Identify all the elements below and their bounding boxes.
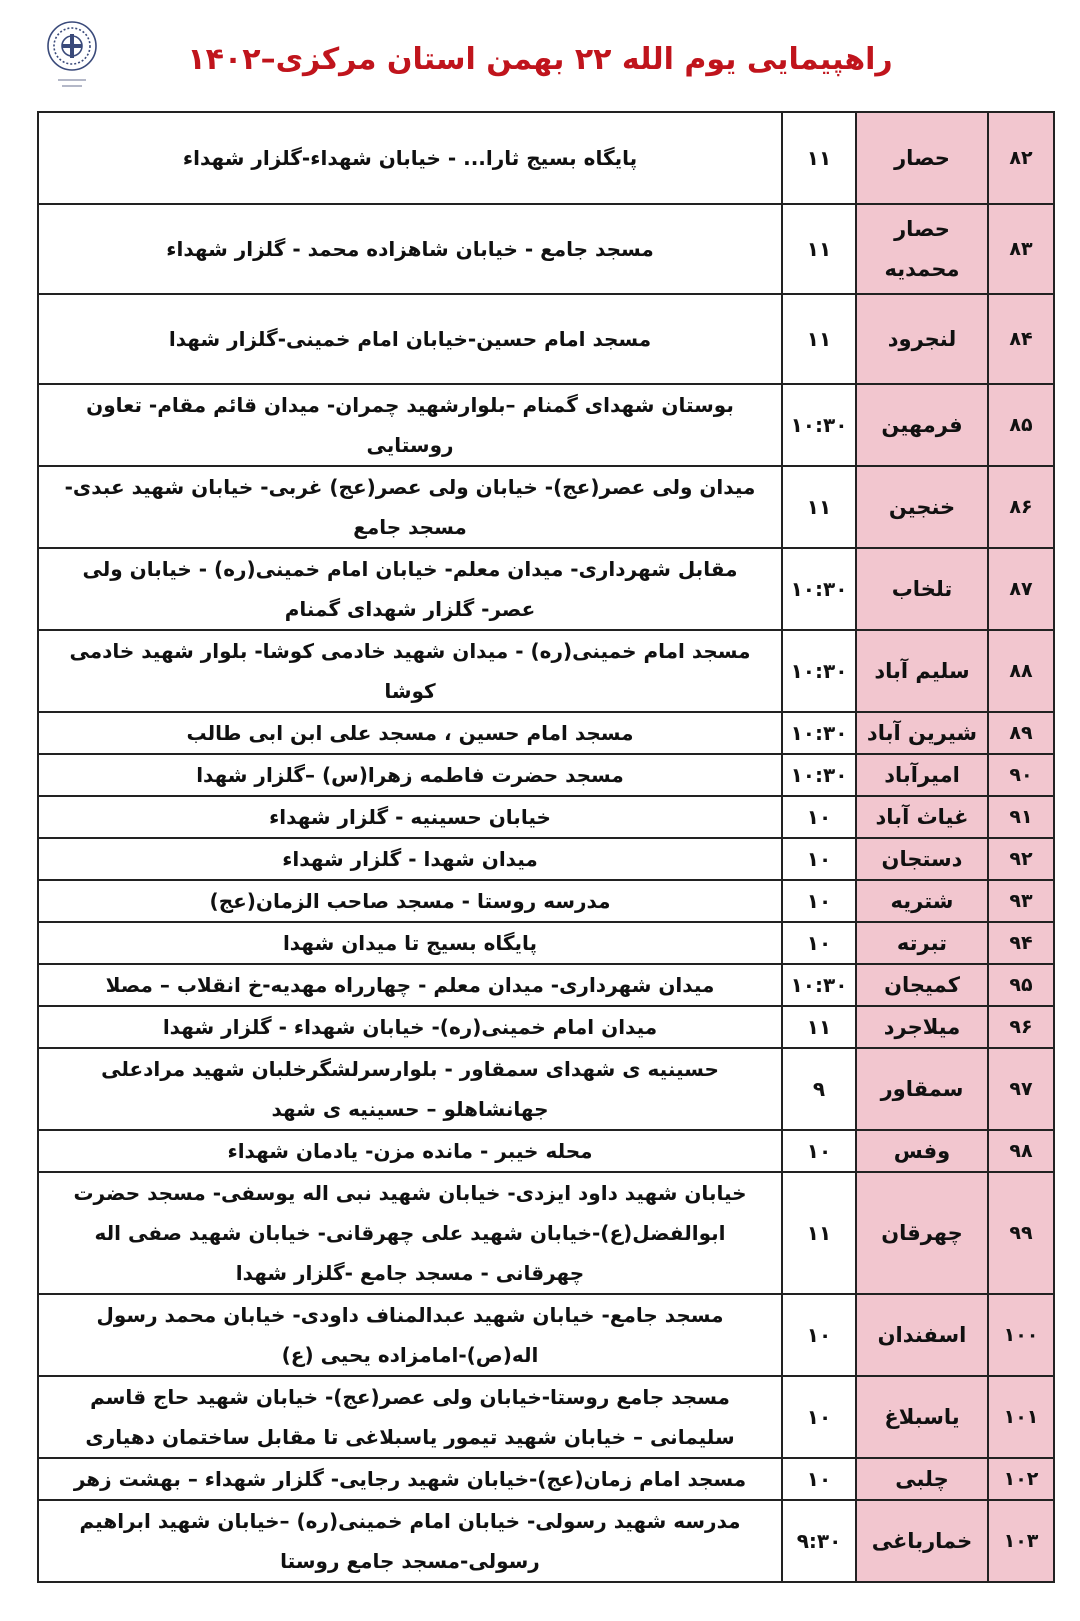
city-name: خمارباغی [856,1500,988,1582]
city-name: خنجین [856,466,988,548]
march-route: مسجد امام حسین-خیابان امام خمینی-گلزار شهدا [38,294,782,384]
start-time: ۱۰ [782,1294,856,1376]
city-name: دستجان [856,838,988,880]
row-number: ۸۷ [988,548,1054,630]
row-number: ۸۲ [988,112,1054,204]
row-number: ۸۵ [988,384,1054,466]
march-route: محله خیبر - مانده مزن- یادمان شهداء [38,1130,782,1172]
march-route: میدان ولی عصر(عج)- خیابان ولی عصر(عج) غربی- خیابان شهید عبدی- مسجد جامع [38,466,782,548]
row-number: ۹۰ [988,754,1054,796]
city-name: شتریه [856,880,988,922]
start-time: ۱۰:۳۰ [782,754,856,796]
row-number: ۹۱ [988,796,1054,838]
table-row [38,204,1054,294]
table-row [38,466,1054,548]
table-row [38,1006,1054,1048]
row-number: ۹۳ [988,880,1054,922]
city-name: سمقاور [856,1048,988,1130]
start-time: ۹ [782,1048,856,1130]
start-time: ۱۰ [782,1130,856,1172]
table-row [38,964,1054,1006]
city-name: غیاث آباد [856,796,988,838]
city-name: حصار محمدیه [856,204,988,294]
row-number: ۹۲ [988,838,1054,880]
start-time: ۱۰:۳۰ [782,964,856,1006]
city-name: اسفندان [856,1294,988,1376]
table-row [38,294,1054,384]
start-time: ۱۰:۳۰ [782,712,856,754]
march-route: مسجد جامع - خیابان شاهزاده محمد - گلزار شهداء [38,204,782,294]
page-title: راهپیمایی یوم الله ۲۲ بهمن استان مرکزی–۱۴۰۲ [187,42,893,77]
march-route: مدرسه شهید رسولی- خیابان امام خمینی(ره) –خیابان شهید ابراهیم رسولی-مسجد جامع روستا [38,1500,782,1582]
start-time: ۱۰ [782,838,856,880]
city-name: لنجرود [856,294,988,384]
march-route: میدان شهدا - گلزار شهداء [38,838,782,880]
march-route: مسجد امام حسین ، مسجد علی ابن ابی طالب [38,712,782,754]
start-time: ۱۱ [782,1172,856,1294]
table-row [38,1294,1054,1376]
city-name: امیرآباد [856,754,988,796]
table-row [38,548,1054,630]
start-time: ۱۰ [782,880,856,922]
row-number: ۹۴ [988,922,1054,964]
march-route: پایگاه بسیج ثارا... - خیابان شهداء-گلزار شهداء [38,112,782,204]
start-time: ۱۱ [782,1006,856,1048]
city-name: سلیم آباد [856,630,988,712]
start-time: ۱۱ [782,294,856,384]
table-row [38,1376,1054,1458]
row-number: ۸۸ [988,630,1054,712]
start-time: ۱۰:۳۰ [782,548,856,630]
start-time: ۱۰ [782,1458,856,1500]
start-time: ۱۱ [782,466,856,548]
march-route: مسجد امام زمان(عج)-خیابان شهید رجایی- گلزار شهداء – بهشت زهر [38,1458,782,1500]
table-row [38,880,1054,922]
march-route: مقابل شهرداری- میدان معلم- خیابان امام خمینی(ره) - خیابان ولی عصر- گلزار شهدای گمنام [38,548,782,630]
city-name: تلخاب [856,548,988,630]
row-number: ۸۹ [988,712,1054,754]
row-number: ۱۰۱ [988,1376,1054,1458]
start-time: ۱۱ [782,112,856,204]
table-row [38,384,1054,466]
table-row [38,754,1054,796]
march-route: مسجد امام خمینی(ره) - میدان شهید خادمی کوشا- بلوار شهید خادمی کوشا [38,630,782,712]
row-number: ۸۴ [988,294,1054,384]
march-route: مسجد حضرت فاطمه زهرا(س) –گلزار شهدا [38,754,782,796]
march-route: میدان شهرداری- میدان معلم - چهارراه مهدیه-خ انقلاب – مصلا [38,964,782,1006]
march-route: خیابان حسینیه - گلزار شهداء [38,796,782,838]
schedule-table-body [38,112,1054,1582]
city-name: چلبی [856,1458,988,1500]
city-name: کمیجان [856,964,988,1006]
start-time: ۱۰:۳۰ [782,630,856,712]
city-name: شیرین آباد [856,712,988,754]
row-number: ۹۶ [988,1006,1054,1048]
start-time: ۱۱ [782,204,856,294]
start-time: ۱۰:۳۰ [782,384,856,466]
table-row [38,1048,1054,1130]
city-name: میلاجرد [856,1006,988,1048]
table-row [38,630,1054,712]
city-name: فرمهین [856,384,988,466]
city-name: حصار [856,112,988,204]
march-route: بوستان شهدای گمنام –بلوارشهید چمران- میدان قائم مقام- تعاون روستایی [38,384,782,466]
table-row [38,1172,1054,1294]
march-schedule-table [37,111,1055,1583]
city-name: تبرته [856,922,988,964]
row-number: ۸۳ [988,204,1054,294]
march-route: میدان امام خمینی(ره)- خیابان شهداء - گلزار شهدا [38,1006,782,1048]
emblem-logo-icon [44,14,100,94]
row-number: ۱۰۳ [988,1500,1054,1582]
table-row [38,712,1054,754]
city-name: یاسبلاغ [856,1376,988,1458]
row-number: ۹۷ [988,1048,1054,1130]
page-header [0,0,1080,110]
city-name: چهرقان [856,1172,988,1294]
row-number: ۹۸ [988,1130,1054,1172]
march-route: مسجد جامع- خیابان شهید عبدالمناف داودی- خیابان محمد رسول اله(ص)-امامزاده یحیی (ع) [38,1294,782,1376]
start-time: ۱۰ [782,922,856,964]
table-row [38,1500,1054,1582]
row-number: ۸۶ [988,466,1054,548]
table-row [38,922,1054,964]
table-row [38,838,1054,880]
table-row [38,1458,1054,1500]
march-route: مدرسه روستا - مسجد صاحب الزمان(عج) [38,880,782,922]
start-time: ۹:۳۰ [782,1500,856,1582]
start-time: ۱۰ [782,1376,856,1458]
table-row [38,1130,1054,1172]
row-number: ۱۰۰ [988,1294,1054,1376]
start-time: ۱۰ [782,796,856,838]
row-number: ۱۰۲ [988,1458,1054,1500]
row-number: ۹۹ [988,1172,1054,1294]
march-route: خیابان شهید داود ایزدی- خیابان شهید نبی اله یوسفی- مسجد حضرت ابوالفضل(ع)-خیابان شهید علی چهرقانی- خیابان شهید صفی اله چهرقانی - مسجد جامع -گلزار شهدا [38,1172,782,1294]
march-route: مسجد جامع روستا-خیابان ولی عصر(عج)- خیابان شهید حاج قاسم سلیمانی – خیابان شهید تیمور یاسبلاغی تا مقابل ساختمان دهیاری [38,1376,782,1458]
row-number: ۹۵ [988,964,1054,1006]
table-row [38,112,1054,204]
march-route: پایگاه بسیج تا میدان شهدا [38,922,782,964]
city-name: وفس [856,1130,988,1172]
table-row [38,796,1054,838]
march-route: حسینیه ی شهدای سمقاور - بلوارسرلشگرخلبان شهید مرادعلی جهانشاهلو – حسینیه ی شهد [38,1048,782,1130]
